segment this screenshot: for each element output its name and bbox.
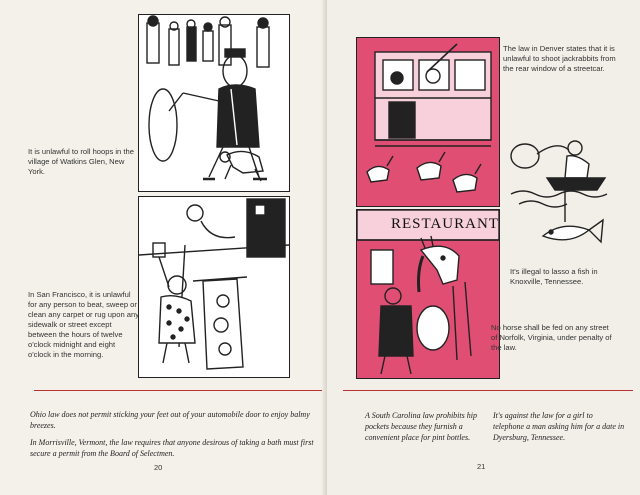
illustration-carpet-beating [138, 196, 290, 378]
caption-lasso: It's illegal to lasso a fish in Knoxville, Tennessee. [510, 267, 598, 286]
restaurant-sign: RESTAURANT [391, 216, 499, 232]
page-number-left: 20 [154, 463, 163, 472]
footer-rule-left [34, 390, 322, 391]
footer-dyersburg: It's against the law for a girl to telephone a man asking him for a date in Dyersburg, Tennessee. [493, 411, 625, 442]
illustration-streetcar [356, 37, 500, 207]
illustration-horse-restaurant [356, 209, 500, 379]
caption-hoop-rolling: It is unlawful to roll hoops in the village of Watkins Glen, New York. [28, 147, 134, 176]
caption-horse: No horse shall be fed on any street of Norfolk, Virginia, under penalty of the law. [491, 323, 612, 352]
caption-carpet-beating: In San Francisco, it is unlawful for any person to beat, sweep or clean any carpet or rug upon any sidewalk or street except between the hours of twelve o'clock midnight and eight o'clock in the morning. [28, 290, 140, 359]
page-number-right: 21 [477, 462, 486, 471]
footer-morrisville: In Morrisville, Vermont, the law requires that anyone desirous of taking a bath must first secure a permit from the Board of Selectmen. [30, 438, 314, 458]
illustration-hoop-rolling [138, 14, 290, 192]
footer-ohio: Ohio law does not permit sticking your feet out of your automobile door to enjoy balmy breezes. [30, 410, 310, 430]
footer-rule-right [343, 390, 633, 391]
caption-jackrabbits: The law in Denver states that it is unlawful to shoot jackrabbits from the rear window of a streetcar. [503, 44, 616, 73]
illustration-fish-lasso [503, 126, 625, 256]
footer-south-carolina: A South Carolina law prohibits hip pockets because they furnish a convenient place for pint bottles. [365, 411, 477, 442]
right-page [327, 0, 640, 495]
